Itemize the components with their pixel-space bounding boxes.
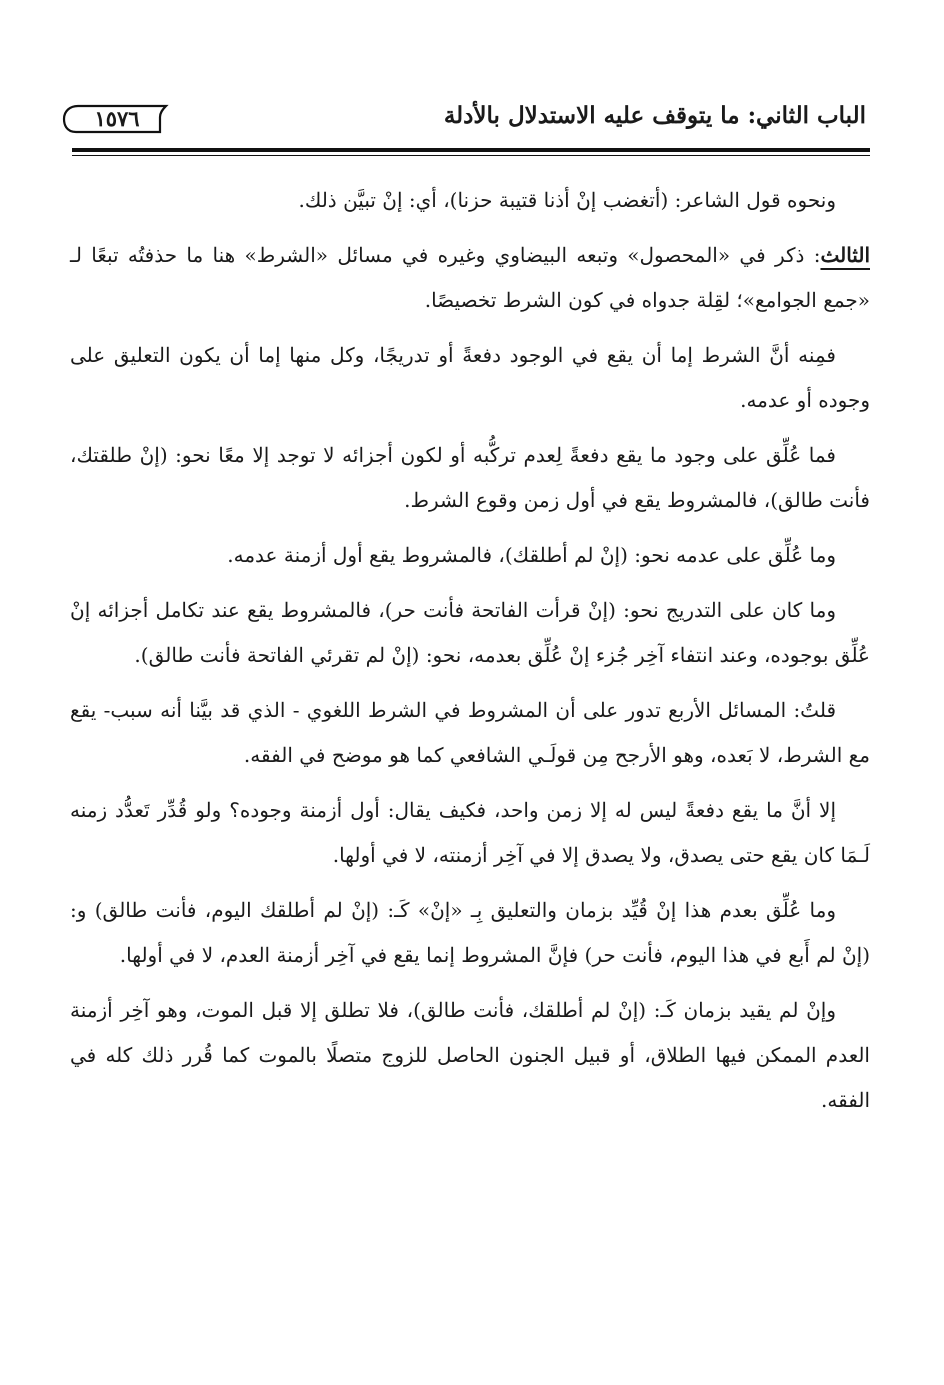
paragraph-text: إلا أنَّ ما يقع دفعةً ليس له إلا زمن واحد، فكيف يقال: أول أزمنة وجوده؟ ولو قُدِّر تَعدُّد زمنه لَـمَا كان يقع حتى يصدق، ولا يصدق إلا في آخِر أزمنته، لا في أولها. — [70, 798, 870, 867]
paragraph-text: فمِنه أنَّ الشرط إما أن يقع في الوجود دفعةً أو تدريجًا، وكل منها إما أن يكون التعليق على وجوده أو عدمه. — [70, 343, 870, 412]
page-number: ١٥٧٦ — [94, 106, 140, 131]
page-number-badge — [62, 102, 172, 136]
page-header — [62, 92, 870, 148]
paragraph — [70, 888, 870, 978]
paragraph-text: وإنْ لم يقيد بزمان كَـ: (إنْ لم أطلقك، فأنت طالق)، فلا تطلق إلا قبل الموت، وهو آخِر أزمنة العدم الممكن فيها الطلاق، أو قبيل الجنون الحاصل للزوج متصلًا بالموت كما قُرر ذلك كله في الفقه. — [70, 998, 870, 1112]
header-rule-thick — [72, 148, 870, 152]
paragraph — [70, 533, 870, 578]
paragraph-text: وما كان على التدريج نحو: (إنْ قرأت الفاتحة فأنت حر)، فالمشروط يقع عند تكامل أجزائه إنْ عُلِّق بوجوده، وعند انتفاء آخِر جُزء إنْ عُلِّق بعدمه، نحو: (إنْ لم تقرئي الفاتحة فأنت طالق). — [70, 598, 870, 667]
paragraph — [70, 178, 870, 223]
paragraph-text: فما عُلِّق على وجود ما يقع دفعةً لِعدم تركُّبه أو لكون أجزائه لا توجد إلا معًا نحو: (إنْ طلقتك، فأنت طالق)، فالمشروط يقع في أول زمن وقوع الشرط. — [70, 443, 870, 512]
paragraph-text: ونحوه قول الشاعر: (أتغضب إنْ أذنا قتيبة حزنا)، أي: إنْ تبيَّن ذلك. — [298, 188, 836, 212]
paragraph-text: وما عُلِّق على عدمه نحو: (إنْ لم أطلقك)، فالمشروط يقع أول أزمنة عدمه. — [227, 543, 836, 567]
paragraph — [70, 233, 870, 323]
paragraph-text: قلتُ: المسائل الأربع تدور على أن المشروط في الشرط اللغوي - الذي قد بيَّنا أنه سبب- يقع مع الشرط، لا بَعده، وهو الأرجح مِن قولَـي الشافعي كما هو موضح في الفقه. — [70, 698, 870, 767]
paragraph — [70, 333, 870, 423]
paragraph — [70, 588, 870, 678]
header-rule-thin — [72, 155, 870, 156]
running-title: الباب الثاني: ما يتوقف عليه الاستدلال بالأدلة — [443, 102, 866, 129]
paragraph-text: وما عُلِّق بعدم هذا إنْ قُيِّد بزمان والتعليق بِـ «إنْ» كَـ: (إنْ لم أطلقك اليوم، فأنت طالق) و: (إنْ لم أَبع في هذا اليوم، فأنت حر) فإنَّ المشروط إنما يقع في آخِر أزمنة العدم، لا في أولها. — [70, 898, 870, 967]
paragraph — [70, 688, 870, 778]
paragraph-lead: الثالث — [820, 243, 870, 267]
paragraph-text: : ذكر في «المحصول» وتبعه البيضاوي وغيره في مسائل «الشرط» هنا ما حذفتُه تبعًا لـ «جمع الجوامع»؛ لقِلة جدواه في كون الشرط تخصيصًا. — [70, 243, 870, 312]
paragraph — [70, 433, 870, 523]
paragraph — [70, 988, 870, 1123]
body-text — [70, 178, 870, 1133]
paragraph — [70, 788, 870, 878]
